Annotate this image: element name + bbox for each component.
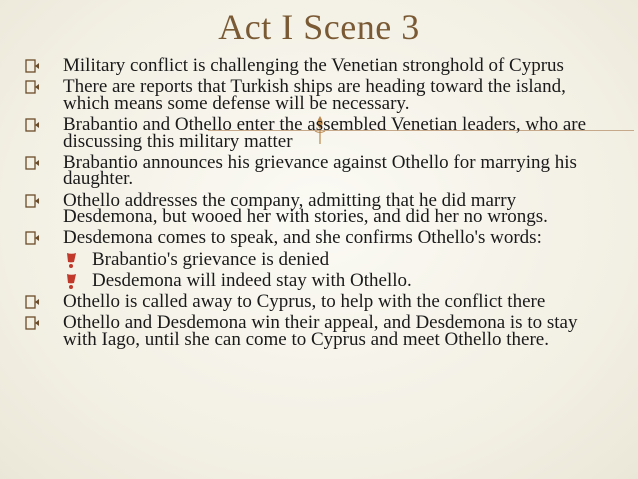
- square-arrow-bullet-icon: [24, 229, 48, 247]
- list-item-text: Brabantio and Othello enter the assembled Venetian leaders, who are discussing this military matter: [63, 113, 587, 152]
- square-arrow-bullet-icon: [24, 116, 48, 134]
- square-arrow-bullet-icon: [24, 78, 48, 96]
- square-arrow-bullet-icon: [24, 57, 48, 75]
- sub-list-item-text: Brabantio's grievance is denied: [92, 248, 330, 270]
- list-item-text: Othello is called away to Cyprus, to help with the conflict there: [63, 290, 546, 312]
- sub-list-item: [0, 248, 638, 270]
- exclamation-scroll-icon: [65, 273, 77, 290]
- list-item-text: Othello addresses the company, admitting that he did marry Desdemona, but wooed her with stories, and did her no wrongs.: [63, 189, 548, 228]
- list-item-text: Othello and Desdemona win their appeal, and Desdemona is to stay with Iago, until she can come to Cyprus and meet Othello there.: [63, 312, 578, 350]
- list-item: [0, 189, 638, 228]
- list-item: [0, 113, 638, 152]
- list-item-text: Brabantio announces his grievance against Othello for marrying his daughter.: [63, 151, 577, 190]
- slide-title: Act I Scene 3: [218, 7, 420, 47]
- list-item: [0, 55, 638, 76]
- list-item: [0, 227, 638, 249]
- list-item: [0, 290, 638, 312]
- list-item-text: Desdemona comes to speak, and she confirms Othello's words:: [63, 227, 542, 249]
- list-item: [0, 76, 638, 114]
- square-arrow-bullet-icon: [24, 192, 48, 210]
- square-arrow-bullet-icon: [24, 154, 48, 172]
- list-item-text: There are reports that Turkish ships are heading toward the island, which means some defense will be necessary.: [63, 76, 566, 114]
- square-arrow-bullet-icon: [24, 293, 48, 311]
- exclamation-scroll-icon: [65, 252, 77, 269]
- square-arrow-bullet-icon: [24, 314, 48, 332]
- list-item: [0, 312, 638, 350]
- list-item-text: Military conflict is challenging the Venetian stronghold of Cyprus: [63, 55, 564, 76]
- sub-list-item: [0, 269, 638, 291]
- list-item: [0, 151, 638, 190]
- bullet-list: [0, 55, 638, 353]
- sub-list-item-text: Desdemona will indeed stay with Othello.: [92, 269, 412, 291]
